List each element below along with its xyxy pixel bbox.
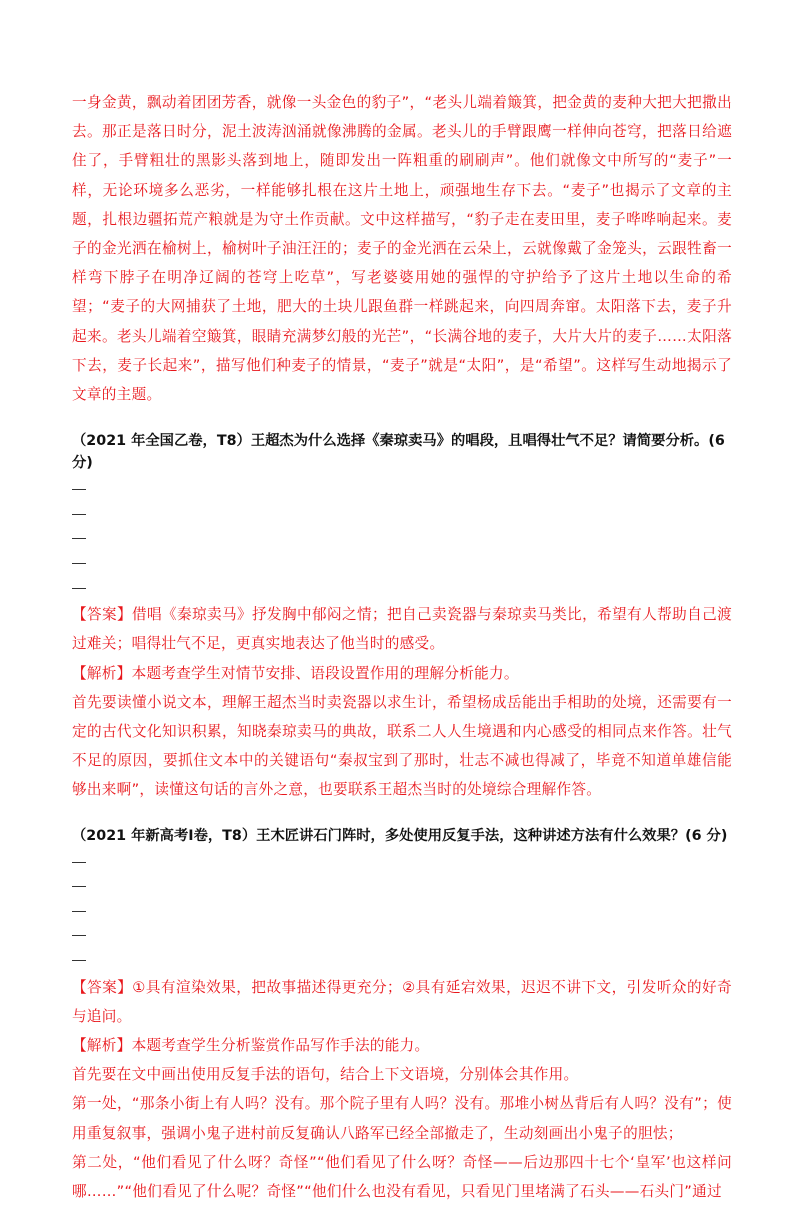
analysis-2-line-3: 第二处，“他们看见了什么呀？奇怪”“他们看见了什么呀？奇怪——后边那四十七个‘皇军’也这样问哪……”“他们看见了什么呢？奇怪”“他们什么也没有看见，只看见门里堵满了石头——石头门”通过 [72, 1153, 732, 1201]
answer-1 [72, 600, 732, 658]
analysis-label: 【解析】 [72, 664, 132, 682]
intro-paragraph: 一身金黄，飘动着团团芳香，就像一头金色的豹子”，“老头儿端着簸箕，把金黄的麦种大把大把撒出去。那正是落日时分，泥土波涛汹涌就像沸腾的金属。老头儿的手臂跟鹰一样伸向苍穹，把落日给遮住了，手臂粗壮的黑影头落到地上，随即发出一阵粗重的刷刷声”。他们就像文中所写的“麦子”一样，无论环境多么恶劣，一样能够扎根在这片土地上，顽强地生存下去。“麦子”也揭示了文章的主题，扎根边疆拓荒产粮就是为守土作贡献。文中这样描写，“豹子走在麦田里，麦子哗哗响起来。麦子的金光洒在榆树上，榆树叶子油汪汪的；麦子的金光洒在云朵上，云就像戴了金笼头，云跟牲畜一样弯下脖子在明净辽阔的苍穹上吃草”，写老婆婆用她的强悍的守护给予了这片土地以生命的希望；“麦子的大网捕获了土地，肥大的土块儿跟鱼群一样跳起来，向四周奔窜。太阳落下去，麦子升起来。老头儿端着空簸箕，眼睛充满梦幻般的光芒”，“长满谷地的麦子，大片大片的麦子……太阳落下去，麦子长起来”，描写他们种麦子的情景，“麦子”就是“太阳”，是“希望”。这样写生动地揭示了文章的主题。 [72, 94, 732, 404]
blank-line [72, 576, 732, 601]
question-2-section [72, 825, 732, 1206]
analysis-2-line-2: 第一处，“那条小街上有人吗？没有。那个院子里有人吗？没有。那堆小树丛背后有人吗？没有”；使用重复叙事，强调小鬼子进村前反复确认八路军已经全部撤走了，生动刻画出小鬼子的胆怯； [72, 1095, 732, 1142]
answer-label: 【答案】 [72, 606, 133, 624]
analysis-label: 【解析】 [72, 1037, 132, 1054]
blank-line [72, 948, 732, 973]
answer-blanks-2 [72, 850, 732, 973]
question-2-title: （2021 年新高考Ⅰ卷，T8）王木匠讲石门阵时，多处使用反复手法，这种讲述方法有什么效果？(6 分) [72, 827, 728, 844]
blank-line [72, 526, 732, 551]
answer-label: 【答案】 [72, 978, 133, 996]
analysis-intro: 本题考查学生分析鉴赏作品写作手法的能力。 [131, 1037, 430, 1054]
analysis-1-first [72, 659, 732, 688]
answer-text: ①具有渲染效果，把故事描述得更充分；②具有延宕效果，迟迟不讲下文，引发听众的好奇与追问。 [72, 978, 733, 1025]
blank-line [72, 850, 732, 875]
analysis-intro: 本题考查学生对情节安排、语段设置作用的理解分析能力。 [131, 664, 519, 682]
answer-text: 借唱《秦琼卖马》抒发胸中郁闷之情；把自己卖瓷器与秦琼卖马类比，希望有人帮助自己渡过难关；唱得壮气不足，更真实地表达了他当时的感受。 [72, 606, 732, 653]
analysis-2-first [72, 1031, 732, 1060]
answer-blanks-1 [72, 477, 732, 600]
question-1-section [72, 430, 732, 804]
analysis-2-line-1: 首先要在文中画出使用反复手法的语句，结合上下文语境，分别体会其作用。 [72, 1066, 579, 1084]
blank-line [72, 477, 732, 502]
blank-line [72, 899, 732, 924]
question-1-title: （2021 年全国乙卷，T8）王超杰为什么选择《秦琼卖马》的唱段，且唱得壮气不足？请简要分析。(6 分) [72, 433, 725, 472]
blank-line [72, 502, 732, 527]
blank-line [72, 551, 732, 576]
blank-line [72, 923, 732, 948]
analysis-1-body: 首先要读懂小说文本，理解王超杰当时卖瓷器以求生计，希望杨成岳能出手相助的处境，还需要有一定的古代文化知识积累，知晓秦琼卖马的典故，联系二人人生境遇和内心感受的相同点来作答。壮气不足的原因，要抓住文本中的关键语句“秦叔宝到了那时，壮志不减也得减了，毕竟不知道单雄信能够出来啊”，读懂这句话的言外之意，也要联系王超杰当时的处境综合理解作答。 [72, 693, 732, 799]
answer-2 [72, 973, 732, 1031]
blank-line [72, 874, 732, 899]
